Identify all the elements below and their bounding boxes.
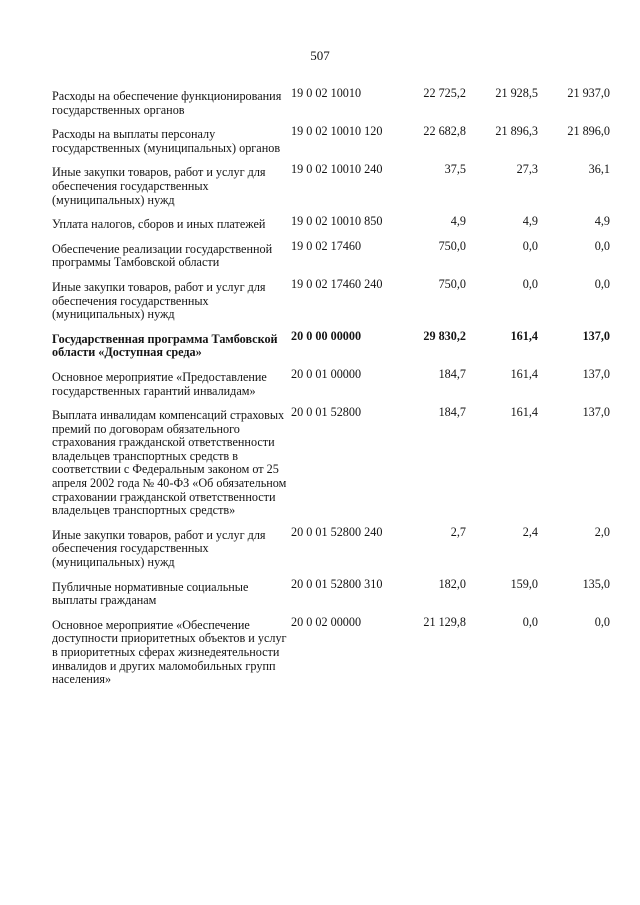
row-budget-code: 20 0 01 52800 310 bbox=[291, 576, 383, 591]
row-description: Расходы на выплаты персоналу государственных (муниципальных) органов bbox=[52, 127, 281, 155]
budget-table bbox=[52, 82, 622, 690]
table-row bbox=[52, 235, 622, 273]
table-row bbox=[52, 120, 622, 158]
table-row bbox=[52, 573, 622, 611]
row-amount-year-1: 4,9 bbox=[450, 214, 466, 229]
row-description: Государственная программа Тамбовской области «Доступная среда» bbox=[52, 331, 278, 360]
row-amount-year-1: 182,0 bbox=[438, 576, 466, 591]
row-amount-year-2: 0,0 bbox=[522, 276, 538, 291]
row-description: Иные закупки товаров, работ и услуг для обеспечения государственных (муниципальных) нужд bbox=[52, 279, 266, 322]
row-budget-code: 20 0 00 00000 bbox=[291, 328, 362, 343]
row-amount-year-2: 0,0 bbox=[522, 614, 538, 629]
row-budget-code: 19 0 02 17460 bbox=[291, 238, 362, 253]
row-amount-year-3: 135,0 bbox=[582, 576, 610, 591]
row-budget-code: 20 0 02 00000 bbox=[291, 614, 362, 629]
row-description: Уплата налогов, сборов и иных платежей bbox=[52, 217, 266, 232]
row-amount-year-2: 21 896,3 bbox=[495, 124, 538, 139]
row-budget-code: 19 0 02 10010 bbox=[291, 86, 362, 100]
row-amount-year-3: 2,0 bbox=[594, 524, 610, 539]
row-amount-year-1: 21 129,8 bbox=[423, 614, 466, 629]
row-amount-year-2: 27,3 bbox=[516, 162, 538, 177]
row-amount-year-1: 22 682,8 bbox=[423, 124, 466, 139]
table-row bbox=[52, 363, 622, 401]
row-amount-year-3: 137,0 bbox=[582, 328, 610, 343]
row-amount-year-2: 159,0 bbox=[510, 576, 538, 591]
table-row bbox=[52, 210, 622, 235]
table-row bbox=[52, 82, 622, 120]
row-amount-year-3: 0,0 bbox=[594, 614, 610, 629]
row-amount-year-1: 750,0 bbox=[438, 238, 466, 253]
row-amount-year-1: 184,7 bbox=[438, 405, 466, 420]
table-row bbox=[52, 521, 622, 573]
row-description: Расходы на обеспечение функционирования государственных органов bbox=[52, 89, 282, 117]
row-description: Иные закупки товаров, работ и услуг для обеспечения государственных (муниципальных) нужд bbox=[52, 527, 266, 570]
row-amount-year-3: 36,1 bbox=[588, 162, 610, 177]
row-amount-year-2: 161,4 bbox=[510, 405, 538, 420]
row-amount-year-3: 137,0 bbox=[582, 405, 610, 420]
row-amount-year-3: 0,0 bbox=[594, 238, 610, 253]
row-amount-year-1: 750,0 bbox=[438, 276, 466, 291]
row-budget-code: 20 0 01 52800 bbox=[291, 405, 362, 420]
row-description: Обеспечение реализации государственной программы Тамбовской области bbox=[52, 241, 273, 270]
row-amount-year-2: 161,4 bbox=[510, 328, 538, 343]
row-amount-year-2: 21 928,5 bbox=[495, 86, 538, 100]
row-budget-code: 19 0 02 10010 240 bbox=[291, 162, 383, 177]
row-budget-code: 19 0 02 17460 240 bbox=[291, 276, 383, 291]
row-amount-year-1: 22 725,2 bbox=[423, 86, 466, 100]
row-budget-code: 20 0 01 52800 240 bbox=[291, 524, 383, 539]
page-number: 507 bbox=[310, 48, 330, 63]
row-amount-year-2: 0,0 bbox=[522, 238, 538, 253]
table-row bbox=[52, 325, 622, 363]
table-row bbox=[52, 158, 622, 210]
row-description: Основное мероприятие «Обеспечение доступности приоритетных объектов и услуг в приоритетных сферах жизнедеятельности инвалидов и других маломобильных групп населения» bbox=[52, 617, 287, 687]
table-row bbox=[52, 611, 622, 690]
row-description: Выплата инвалидам компенсаций страховых премий по договорам обязательного страхования гражданской ответственности владельцев транспортных средств в соответствии с Федеральным законом от 25 апреля 2002 года № 40-ФЗ «Об обязательном страховании гражданской ответственности владельцев транспортных средств» bbox=[52, 408, 287, 518]
row-amount-year-2: 161,4 bbox=[510, 366, 538, 381]
row-amount-year-3: 0,0 bbox=[594, 276, 610, 291]
row-description: Публичные нормативные социальные выплаты гражданам bbox=[52, 579, 249, 608]
row-budget-code: 19 0 02 10010 850 bbox=[291, 214, 383, 229]
row-amount-year-3: 21 896,0 bbox=[567, 124, 610, 139]
row-amount-year-3: 21 937,0 bbox=[567, 86, 610, 100]
row-amount-year-3: 4,9 bbox=[594, 214, 610, 229]
row-budget-code: 19 0 02 10010 120 bbox=[291, 124, 383, 139]
row-budget-code: 20 0 01 00000 bbox=[291, 366, 362, 381]
row-amount-year-1: 184,7 bbox=[438, 366, 466, 381]
row-amount-year-3: 137,0 bbox=[582, 366, 610, 381]
row-amount-year-2: 4,9 bbox=[522, 214, 538, 229]
table-row bbox=[52, 401, 622, 521]
row-amount-year-1: 2,7 bbox=[450, 524, 466, 539]
row-description: Основное мероприятие «Предоставление государственных гарантий инвалидам» bbox=[52, 369, 267, 398]
row-amount-year-1: 29 830,2 bbox=[423, 328, 466, 343]
row-amount-year-1: 37,5 bbox=[444, 162, 466, 177]
table-row bbox=[52, 273, 622, 325]
row-description: Иные закупки товаров, работ и услуг для обеспечения государственных (муниципальных) нужд bbox=[52, 165, 266, 207]
row-amount-year-2: 2,4 bbox=[522, 524, 538, 539]
